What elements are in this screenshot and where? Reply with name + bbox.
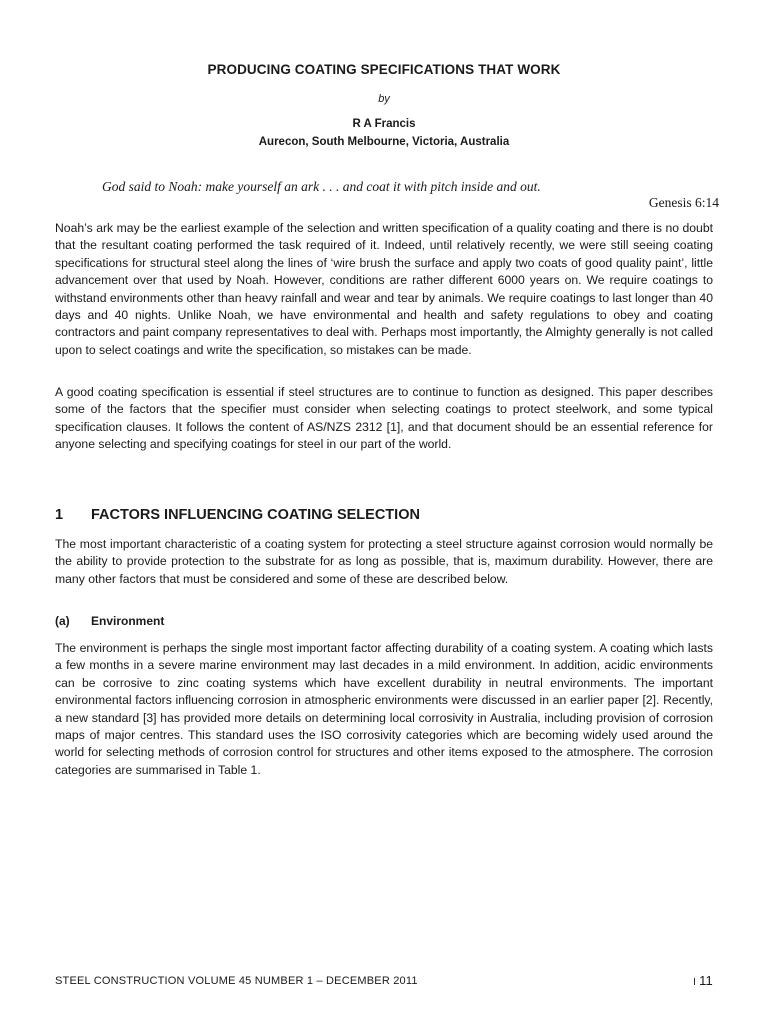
intro-paragraph-2: A good coating specification is essential if steel structures are to continue to function as designed. This paper describes some of the factors that the specifier must consider when selecting coatings to protect steelwork, and some typical specification clauses. It follows the content of AS/NZS 2312 [1], and that document should be an essential reference for anyone selecting and specifying coatings for steel in our part of the world.	[55, 385, 713, 452]
subsection-paragraph: The environment is perhaps the single most important factor affecting durability of a coating system. A coating which lasts a few months in a severe marine environment may last decades in a mild environment. In addition, acidic environments can be corrosive to zinc coating systems which have excellent durability in neutral environments. The important environmental factors influencing corrosion in atmospheric environments were discussed in an earlier paper [2]. Recently, a new standard [3] has provided more details on determining local corrosivity in Australia, including provision of corrosion maps of major centres. This standard uses the ISO corrosivity categories which are becoming widely used around the world for selecting methods of corrosion control for structures and other items exposed to the atmosphere. The corrosion categories are summarised in Table 1.	[55, 641, 713, 777]
subsection-label: (a)	[55, 614, 70, 628]
section-number: 1	[55, 507, 64, 523]
page-separator: I	[693, 977, 697, 988]
intro-paragraph-1: Noah’s ark may be the earliest example of the selection and written specification of a quality coating and there is no doubt that the resultant coating performed the task required of it. Indeed, until relatively recently, we were still seeing coating specifications for structural steel along the lines of ‘wire brush the surface and apply two coats of good quality paint’, little advancement over that used by Noah. However, conditions are rather different 6000 years on. We require coatings to withstand environments other than heavy rainfall and wear and tear by animals. We require coatings to last longer than 40 days and 40 nights. Unlike Noah, we have environmental and health and safety regulations to obey and coating contractors and paint company representatives to deal with. Perhaps most importantly, the Almighty generally is not called upon to select coatings and write the specification, so mistakes can be made.	[55, 221, 713, 357]
section-heading	[55, 507, 713, 523]
section-paragraph: The most important characteristic of a coating system for protecting a steel structure against corrosion would normally be the ability to provide protection to the substrate for as long as possible, that is, maximum durability. However, there are many other factors that must be considered and some of these are described below.	[55, 537, 713, 586]
epigraph-quote: God said to Noah: make yourself an ark . . . and coat it with pitch inside and out.	[102, 179, 541, 194]
page-number-block	[693, 973, 713, 988]
byline: by	[378, 93, 390, 105]
subsection-heading	[55, 614, 713, 628]
author-name: R A Francis	[352, 118, 416, 130]
paper-page	[55, 0, 719, 1024]
subsection-title: Environment	[91, 614, 165, 628]
section-title: FACTORS INFLUENCING COATING SELECTION	[91, 507, 420, 523]
page-footer	[55, 975, 713, 987]
journal-citation: STEEL CONSTRUCTION VOLUME 45 NUMBER 1 – DECEMBER 2011	[55, 975, 418, 987]
page-number: 11	[699, 973, 713, 988]
paper-title: PRODUCING COATING SPECIFICATIONS THAT WORK	[207, 62, 561, 77]
epigraph-reference: Genesis 6:14	[648, 195, 719, 210]
author-affiliation: Aurecon, South Melbourne, Victoria, Australia	[258, 136, 510, 148]
